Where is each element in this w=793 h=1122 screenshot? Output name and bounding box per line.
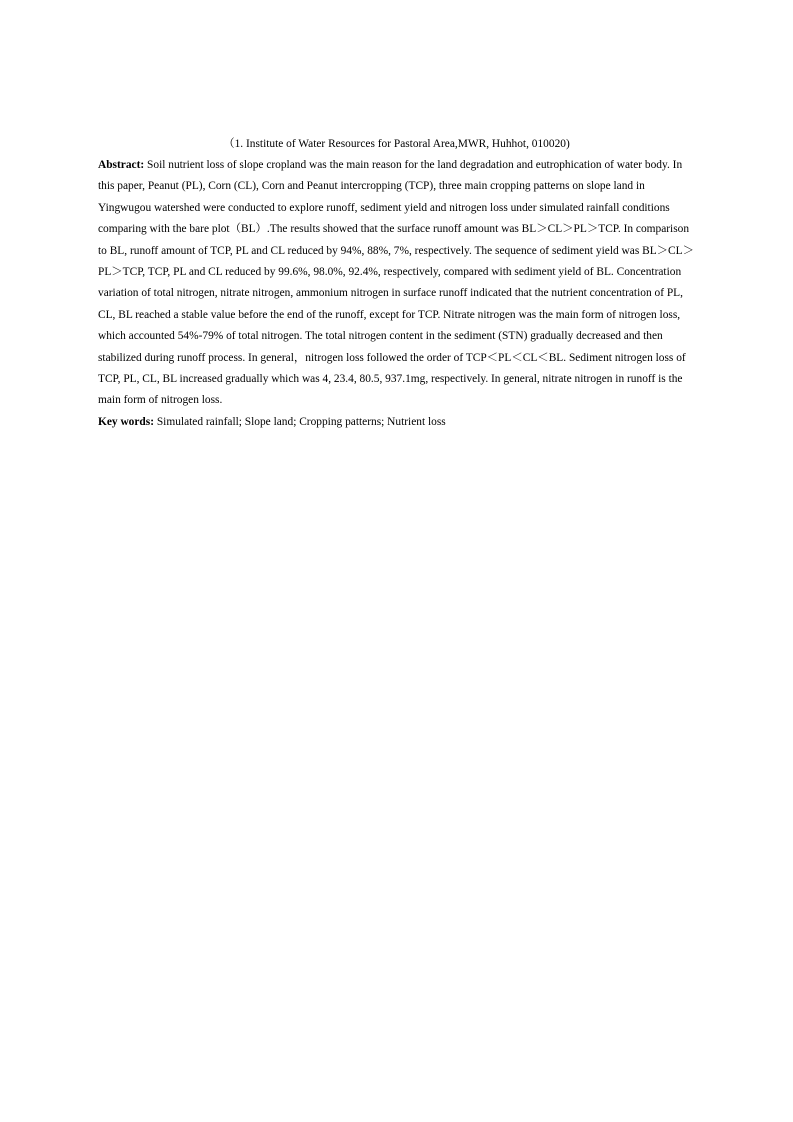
abstract-paragraph: [98, 155, 698, 412]
keywords-text: Simulated rainfall; Slope land; Cropping patterns; Nutrient loss: [154, 415, 446, 428]
keywords-paragraph: [98, 412, 698, 433]
keywords-label: Key words:: [98, 415, 154, 428]
author-affiliation: （1. Institute of Water Resources for Pastoral Area,MWR, Huhhot, 010020): [223, 138, 570, 150]
abstract-section: [98, 155, 698, 433]
abstract-text: Soil nutrient loss of slope cropland was the main reason for the land degradation and eutrophication of water body. In this paper, Peanut (PL), Corn (CL), Corn and Peanut intercropping (TCP), three main cropping patterns on slope land in Yingwugou watershed were conducted to explore runoff, sediment yield and nitrogen loss under simulated rainfall conditions comparing with the bare plot（BL）.The results showed that the surface runoff amount was BL＞CL＞PL＞TCP. In comparison to BL, runoff amount of TCP, PL and CL reduced by 94%, 88%, 7%, respectively. The sequence of sediment yield was BL＞CL＞PL＞TCP, TCP, PL and CL reduced by 99.6%, 98.0%, 92.4%, respectively, compared with sediment yield of BL. Concentration variation of total nitrogen, nitrate nitrogen, ammonium nitrogen in surface runoff indicated that the nutrient concentration of PL, CL, BL reached a stable value before the end of the runoff, except for TCP. Nitrate nitrogen was the main form of nitrogen loss, which accounted 54%-79% of total nitrogen. The total nitrogen content in the sediment (STN) gradually decreased and then stabilized during runoff process. In general，nitrogen loss followed the order of TCP＜PL＜CL＜BL. Sediment nitrogen loss of TCP, PL, CL, BL increased gradually which was 4, 23.4, 80.5, 937.1mg, respectively. In general, nitrate nitrogen in runoff is the main form of nitrogen loss.: [98, 159, 694, 407]
abstract-label: Abstract:: [98, 159, 145, 171]
